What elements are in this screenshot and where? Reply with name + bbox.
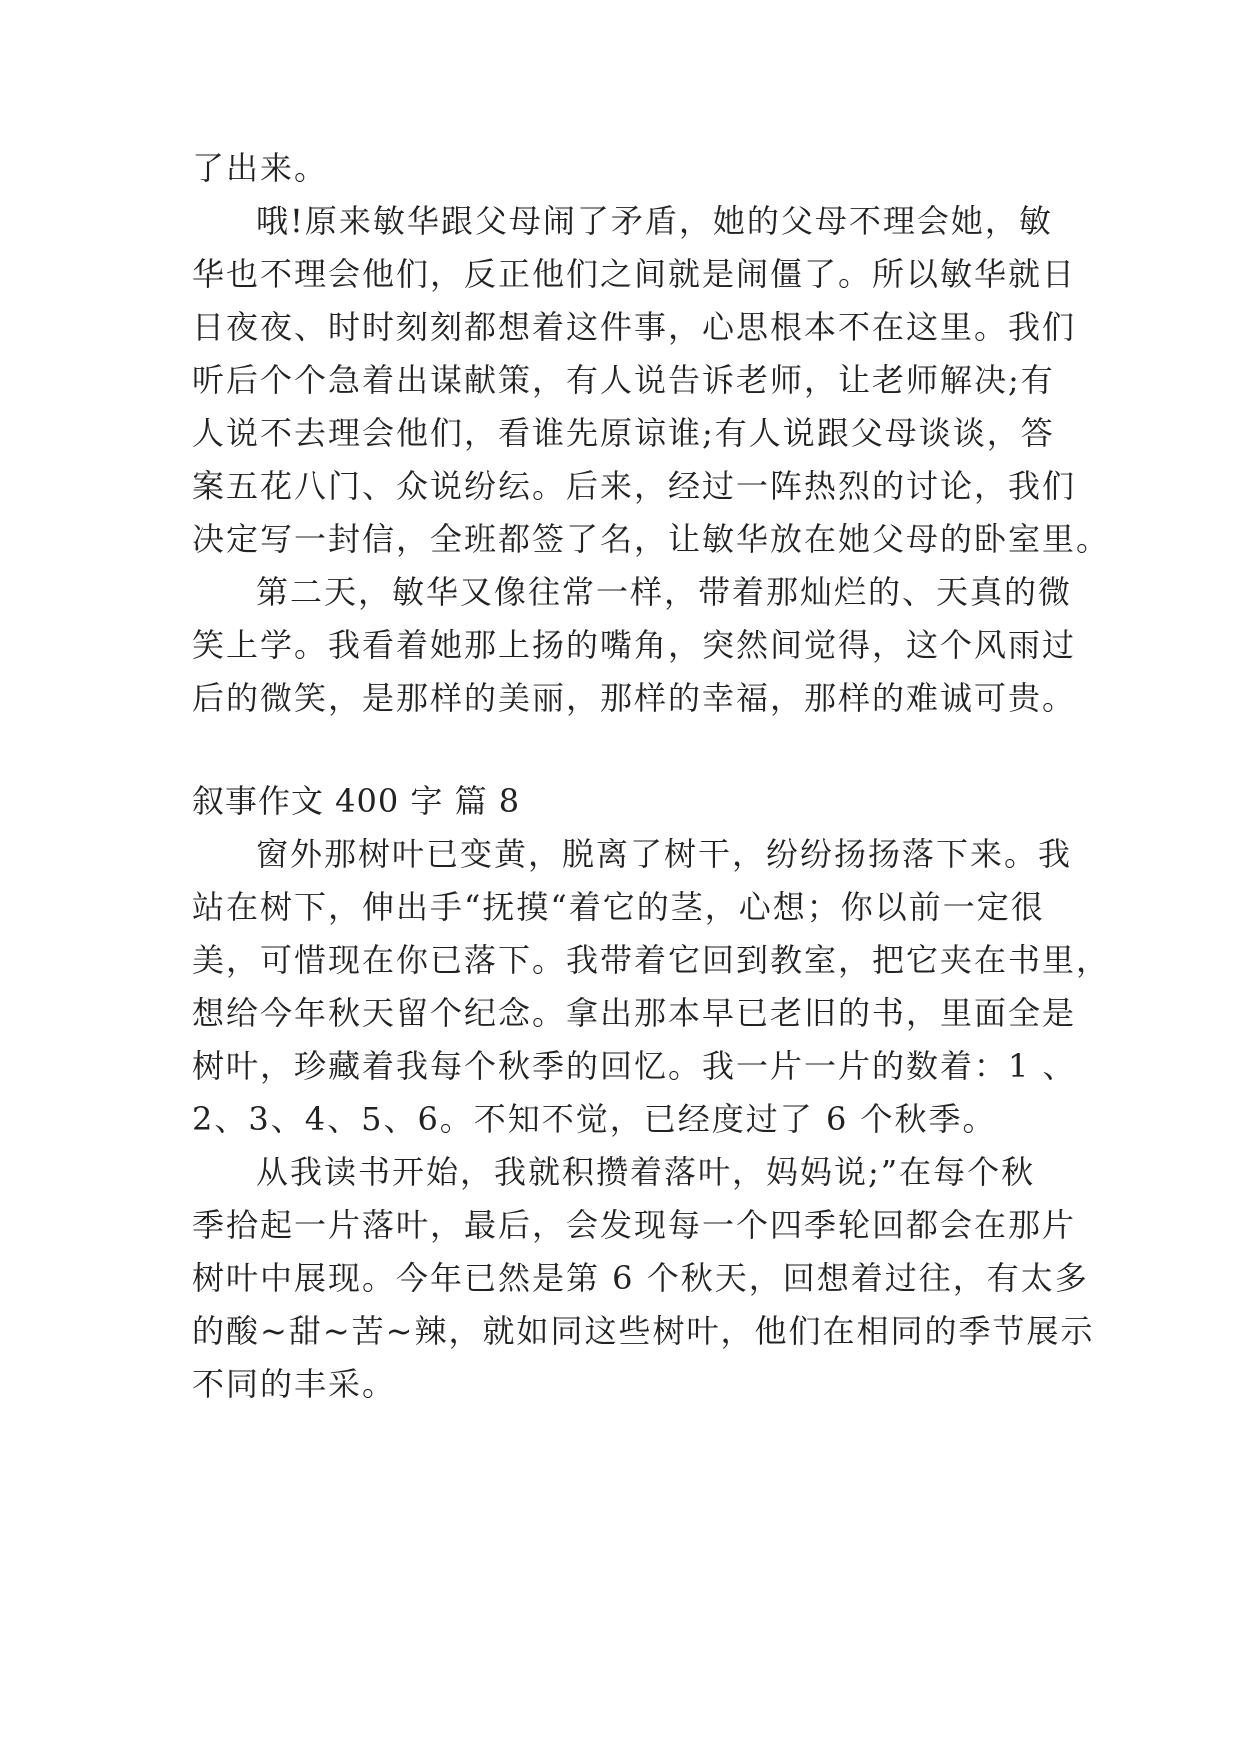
paragraph-line: 2、3、4、5、6。不知不觉，已经度过了 6 个秋季。 [192, 1100, 997, 1138]
paragraph-line: 从我读书开始，我就积攒着落叶，妈妈说;”在每个秋 [256, 1153, 1036, 1191]
paragraph-line: 树叶，珍藏着我每个秋季的回忆。我一片一片的数着：1 、 [192, 1047, 1077, 1085]
paragraph-line: 日夜夜、时时刻刻都想着这件事，心思根本不在这里。我们 [192, 308, 1077, 346]
paragraph-line: 哦!原来敏华跟父母闹了矛盾，她的父母不理会她，敏 [256, 202, 1053, 240]
paragraph-line: 树叶中展现。今年已然是第 6 个秋天，回想着过往，有太多 [192, 1259, 1089, 1297]
paragraph-line: 决定写一封信，全班都签了名，让敏华放在她父母的卧室里。 [192, 520, 1111, 558]
section-heading: 叙事作文 400 字 篇 8 [192, 782, 521, 820]
paragraph-line: 的酸~甜~苦~辣，就如同这些树叶，他们在相同的季节展示 [192, 1312, 1095, 1350]
paragraph-line: 华也不理会他们，反正他们之间就是闹僵了。所以敏华就日 [192, 255, 1077, 293]
paragraph-line: 第二天，敏华又像往常一样，带着那灿烂的、天真的微 [256, 573, 1073, 611]
paragraph-line: 想给今年秋天留个纪念。拿出那本早已老旧的书，里面全是 [192, 994, 1077, 1032]
paragraph-line: 后的微笑，是那样的美丽，那样的幸福，那样的难诚可贵。 [192, 679, 1077, 717]
paragraph-line: 美，可惜现在你已落下。我带着它回到教室，把它夹在书里， [192, 941, 1111, 979]
paragraph-line: 不同的丰采。 [192, 1365, 397, 1403]
paragraph-line: 窗外那树叶已变黄，脱离了树干，纷纷扬扬落下来。我 [256, 835, 1073, 873]
paragraph-line: 人说不去理会他们，看谁先原谅谁;有人说跟父母谈谈，答 [192, 414, 1055, 452]
paragraph-line: 听后个个急着出谋献策，有人说告诉老师，让老师解决;有 [192, 361, 1055, 399]
paragraph-line: 案五花八门、众说纷纭。后来，经过一阵热烈的讨论，我们 [192, 467, 1077, 505]
paragraph-line: 站在树下，伸出手“抚摸“着它的茎，心想；你以前一定很 [192, 888, 1045, 926]
paragraph-line: 了出来。 [192, 149, 329, 187]
paragraph-line: 季拾起一片落叶，最后，会发现每一个四季轮回都会在那片 [192, 1206, 1077, 1244]
paragraph-line: 笑上学。我看着她那上扬的嘴角，突然间觉得，这个风雨过 [192, 626, 1077, 664]
